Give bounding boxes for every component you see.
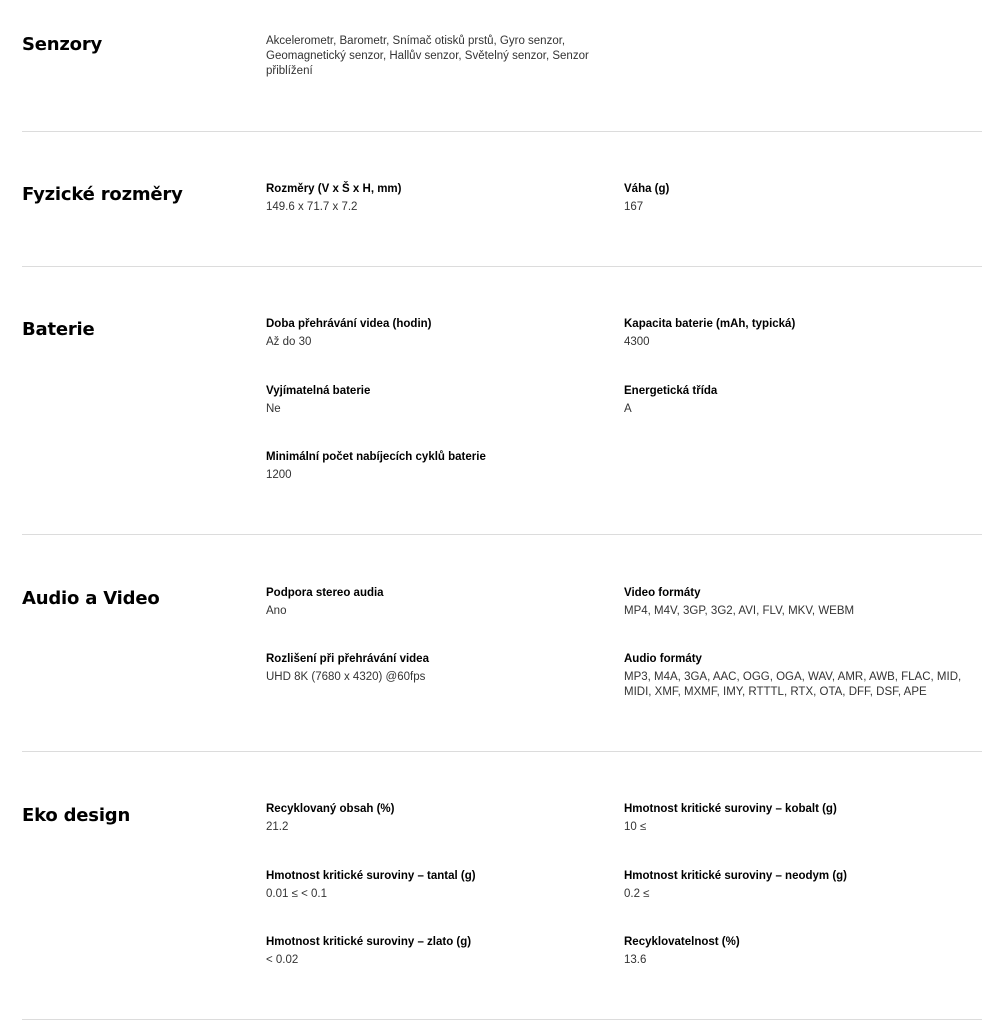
spec-item — [624, 316, 964, 350]
spec-label: Audio formáty — [624, 653, 702, 665]
spec-item — [266, 868, 606, 902]
divider — [22, 751, 982, 752]
spec-item — [624, 801, 964, 835]
spec-label: Vyjímatelná baterie — [266, 385, 371, 397]
spec-item — [624, 868, 964, 902]
spec-label: Recyklovatelnost (%) — [624, 936, 740, 948]
spec-value: 1200 — [266, 469, 292, 481]
spec-value: MP3, M4A, 3GA, AAC, OGG, OGA, WAV, AMR, AWB, FLAC, MID, MIDI, XMF, MXMF, IMY, RTTTL, RTX, OTA, DFF, DSF, APE — [624, 671, 962, 698]
spec-value: UHD 8K (7680 x 4320) @60fps — [266, 671, 426, 683]
spec-value: 0.2 ≤ — [624, 888, 650, 900]
spec-item — [624, 934, 964, 968]
spec-value: Akcelerometr, Barometr, Snímač otisků prstů, Gyro senzor, Geomagnetický senzor, Hallův senzor, Světelný senzor, Senzor přiblížení — [266, 35, 589, 77]
spec-label: Kapacita baterie (mAh, typická) — [624, 318, 796, 330]
spec-label: Video formáty — [624, 587, 701, 599]
section-title: Audio a Video — [22, 588, 160, 609]
spec-value: A — [624, 403, 632, 415]
spec-value: 10 ≤ — [624, 821, 647, 833]
spec-item — [266, 585, 606, 619]
spec-label: Váha (g) — [624, 183, 670, 195]
spec-label: Energetická třída — [624, 385, 718, 397]
spec-label: Hmotnost kritické suroviny – tantal (g) — [266, 870, 476, 882]
spec-item — [624, 585, 964, 619]
spec-value: Ano — [266, 605, 287, 617]
spec-item — [266, 181, 606, 215]
spec-label: Doba přehrávání videa (hodin) — [266, 318, 432, 330]
spec-value: 167 — [624, 201, 644, 213]
divider — [22, 1019, 982, 1020]
spec-item — [624, 383, 964, 417]
divider — [22, 266, 982, 267]
spec-label: Rozlišení při přehrávání videa — [266, 653, 429, 665]
spec-label: Hmotnost kritické suroviny – kobalt (g) — [624, 803, 837, 815]
spec-item — [266, 934, 606, 968]
spec-value: 4300 — [624, 336, 650, 348]
section-title: Eko design — [22, 805, 131, 826]
divider — [22, 131, 982, 132]
spec-label: Hmotnost kritické suroviny – zlato (g) — [266, 936, 472, 948]
section-title: Baterie — [22, 319, 95, 340]
spec-label: Minimální počet nabíjecích cyklů baterie — [266, 451, 486, 463]
spec-label: Hmotnost kritické suroviny – neodym (g) — [624, 870, 848, 882]
spec-value: MP4, M4V, 3GP, 3G2, AVI, FLV, MKV, WEBM — [624, 605, 855, 617]
spec-label: Podpora stereo audia — [266, 587, 384, 599]
spec-item — [266, 651, 606, 685]
spec-label: Recyklovaný obsah (%) — [266, 803, 395, 815]
spec-value: Až do 30 — [266, 336, 312, 348]
divider — [22, 534, 982, 535]
spec-item — [266, 449, 606, 483]
spec-item — [266, 801, 606, 835]
section-title: Fyzické rozměry — [22, 184, 183, 205]
spec-item — [624, 651, 974, 700]
spec-label: Rozměry (V x Š x H, mm) — [266, 183, 402, 195]
spec-value: 149.6 x 71.7 x 7.2 — [266, 201, 358, 213]
spec-value: 21.2 — [266, 821, 289, 833]
spec-value: Ne — [266, 403, 281, 415]
spec-value: 0.01 ≤ < 0.1 — [266, 888, 327, 900]
spec-item — [266, 383, 606, 417]
spec-value: < 0.02 — [266, 954, 299, 966]
section-title: Senzory — [22, 34, 103, 55]
spec-item — [624, 181, 964, 215]
spec-item — [266, 316, 606, 350]
spec-value: 13.6 — [624, 954, 647, 966]
